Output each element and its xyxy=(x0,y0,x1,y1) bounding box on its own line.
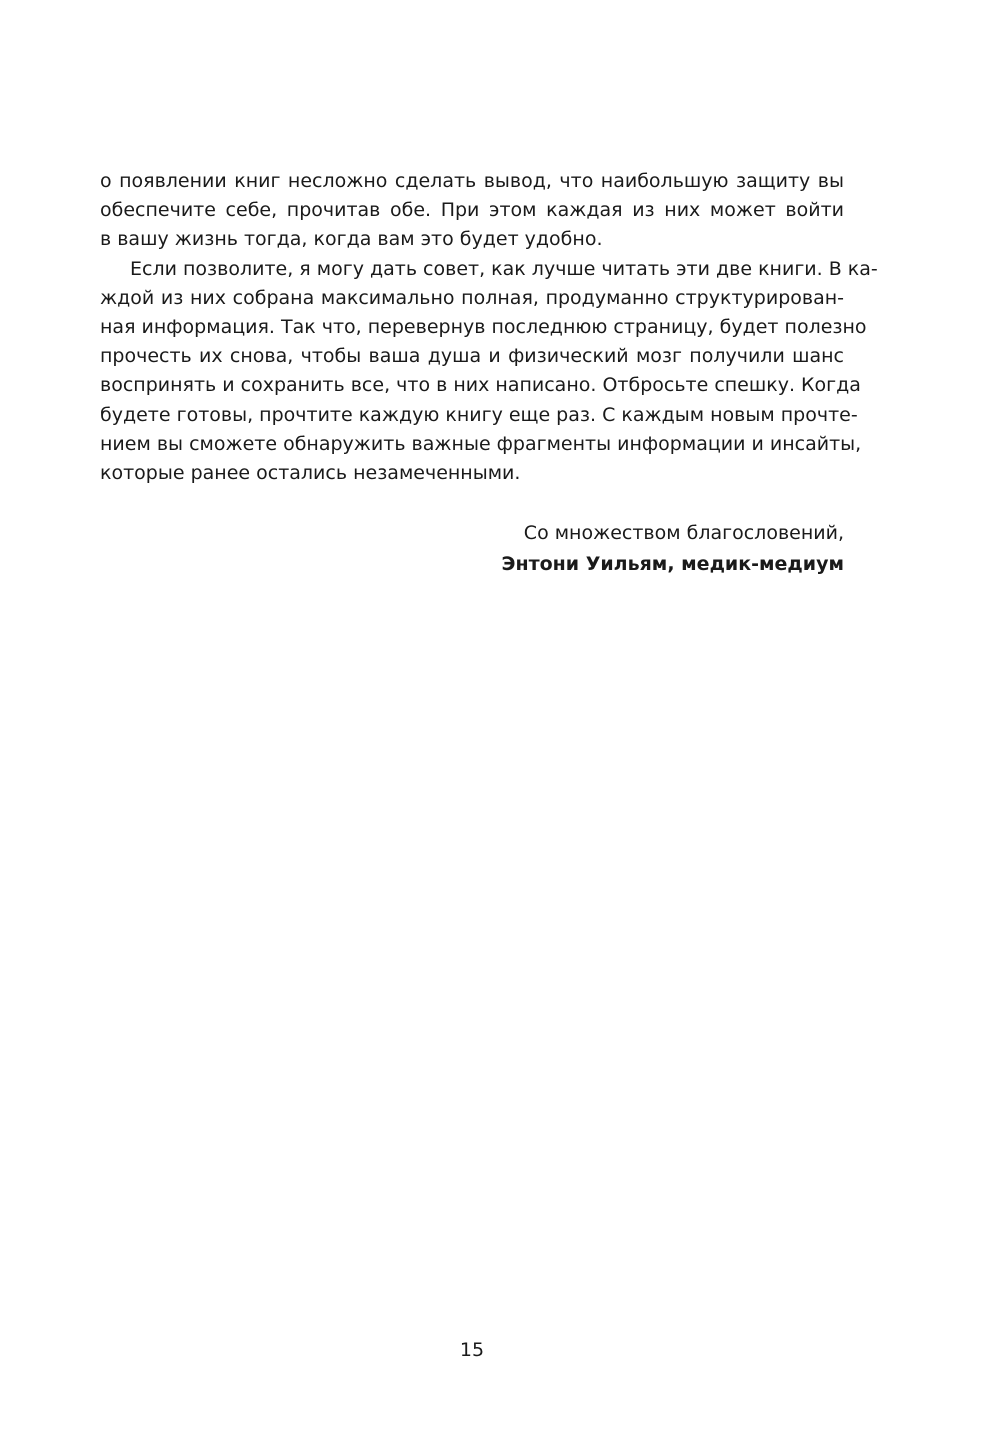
text-line: воспринять и сохранить все, что в них написано. Отбросьте спешку. Когда xyxy=(100,374,861,397)
page-number: 15 xyxy=(459,1339,485,1361)
text-line: обеспечите себе, прочитав обе. При этом каждая из них может войти xyxy=(100,199,844,222)
text-line: ная информация. Так что, перевернув последнюю страницу, будет полезно xyxy=(100,315,867,338)
text-line: нием вы сможете обнаружить важные фрагменты информации и инсайты, xyxy=(100,432,862,455)
body-text xyxy=(100,167,878,488)
text-line: прочесть их снова, чтобы ваша душа и физический мозг получили шанс xyxy=(100,345,844,368)
text-line: будете готовы, прочтите каждую книгу еще раз. С каждым новым прочте- xyxy=(100,403,858,426)
text-line: о появлении книг несложно сделать вывод, что наибольшую защиту вы xyxy=(100,170,844,192)
signature-block xyxy=(502,518,845,580)
text-line: которые ранее остались незамеченными. xyxy=(100,461,521,484)
signature-closing: Со множеством благословений, xyxy=(523,522,844,544)
text-line: в вашу жизнь тогда, когда вам это будет удобно. xyxy=(100,228,603,251)
text-line: ждой из них собрана максимально полная, продуманно структурирован- xyxy=(100,286,844,309)
signature-name: Энтони Уильям, медик-медиум xyxy=(501,553,844,575)
text-line: Если позволите, я могу дать совет, как лучше читать эти две книги. В ка- xyxy=(130,257,878,280)
